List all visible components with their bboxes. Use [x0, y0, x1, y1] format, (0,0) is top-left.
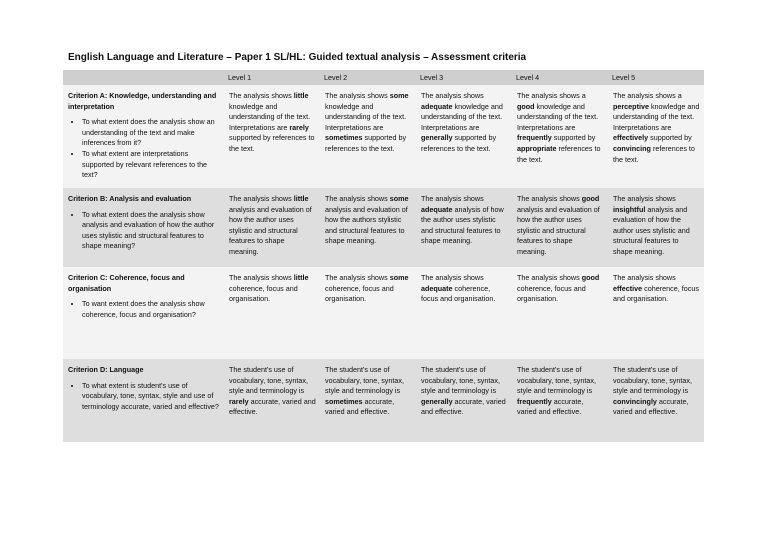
- criterion-a-level-2: The analysis shows some knowledge and understanding of the text. Interpretations are sometimes supported by references to the text.: [320, 85, 416, 188]
- criterion-c-row: [63, 267, 704, 359]
- criterion-d-level-2: The student's use of vocabulary, tone, syntax, style and terminology is sometimes accurate, varied and effective.: [320, 359, 416, 442]
- criterion-d-title: Criterion D: Language: [68, 365, 144, 374]
- header-cell-level-2: Level 2: [320, 70, 416, 85]
- header-cell-criterion: [63, 70, 224, 85]
- header-cell-level-3: Level 3: [416, 70, 512, 85]
- criterion-a-questions: [68, 117, 220, 181]
- criterion-d-level-1: The student's use of vocabulary, tone, syntax, style and terminology is rarely accurate, varied and effective.: [224, 359, 320, 442]
- criterion-d-level-4: The student's use of vocabulary, tone, syntax, style and terminology is frequently accurate, varied and effective.: [512, 359, 608, 442]
- header-cell-level-1: Level 1: [224, 70, 320, 85]
- criterion-b-level-1: The analysis shows little analysis and evaluation of how the author uses stylistic and structural features to shape meaning.: [224, 188, 320, 267]
- criterion-d-level-3: The student's use of vocabulary, tone, syntax, style and terminology is generally accurate, varied and effective.: [416, 359, 512, 442]
- criterion-c-title: Criterion C: Coherence, focus and organisation: [68, 273, 185, 293]
- criterion-c-questions: [68, 299, 220, 320]
- question-item: • To what extent are interpretations supported by relevant references to the text?: [82, 149, 220, 181]
- criterion-c-level-4: The analysis shows good coherence, focus and organisation.: [512, 267, 608, 359]
- criterion-b-level-2: The analysis shows some analysis and evaluation of how the authors stylistic and structural features to shape meaning.: [320, 188, 416, 267]
- header-cell-level-4: Level 4: [512, 70, 608, 85]
- criterion-d-row: [63, 359, 704, 442]
- criterion-a-level-1: The analysis shows little knowledge and understanding of the text. Interpretations are rarely supported by references to the text.: [224, 85, 320, 188]
- criterion-b-title: Criterion B: Analysis and evaluation: [68, 194, 192, 203]
- document-title: English Language and Literature – Paper 1 SL/HL: Guided textual analysis – Assessment criteria: [68, 52, 527, 63]
- criterion-d-level-5: The student's use of vocabulary, tone, syntax, style and terminology is convincingly accurate, varied and effective.: [608, 359, 704, 442]
- question-item: • To want extent does the analysis show coherence, focus and organisation?: [82, 299, 220, 320]
- criterion-b-cell: [63, 188, 224, 267]
- criterion-b-level-4: The analysis shows good analysis and evaluation of how the author uses stylistic and structural features to shape meaning.: [512, 188, 608, 267]
- criterion-d-cell: [63, 359, 224, 442]
- criterion-b-row: [63, 188, 704, 267]
- criterion-a-title: Criterion A: Knowledge, understanding and interpretation: [68, 91, 217, 111]
- criterion-a-level-5: The analysis shows a perceptive knowledge and understanding of the text. Interpretations are effectively supported by convincing references to the text.: [608, 85, 704, 188]
- criterion-b-level-5: The analysis shows insightful analysis and evaluation of how the author uses stylistic and structural features to shape meaning.: [608, 188, 704, 267]
- criterion-c-level-5: The analysis shows effective coherence, focus and organisation.: [608, 267, 704, 359]
- criterion-b-level-3: The analysis shows adequate analysis of how the author uses stylistic and structural features to shape meaning.: [416, 188, 512, 267]
- assessment-criteria-table: [63, 70, 704, 442]
- criterion-a-row: [63, 85, 704, 188]
- criterion-a-level-3: The analysis shows adequate knowledge and understanding of the text. Interpretations are generally supported by references to the text.: [416, 85, 512, 188]
- question-item: • To what extent is student's use of vocabulary, tone, syntax, style and use of terminology accurate, varied and effective?: [82, 381, 220, 413]
- header-row: [63, 70, 704, 85]
- criterion-d-questions: [68, 381, 220, 413]
- criterion-a-level-4: The analysis shows a good knowledge and understanding of the text. Interpretations are frequently supported by appropriate references to the text.: [512, 85, 608, 188]
- criterion-c-level-3: The analysis shows adequate coherence, focus and organisation.: [416, 267, 512, 359]
- criterion-c-cell: [63, 267, 224, 359]
- question-item: • To what extent does the analysis show analysis and evaluation of how the author uses stylistic and structural features to shape meaning?: [82, 210, 220, 252]
- question-item: • To what extent does the analysis show an understanding of the text and make inferences from it?: [82, 117, 220, 149]
- header-cell-level-5: Level 5: [608, 70, 704, 85]
- criterion-c-level-1: The analysis shows little coherence, focus and organisation.: [224, 267, 320, 359]
- criterion-b-questions: [68, 210, 220, 252]
- criterion-a-cell: [63, 85, 224, 188]
- criterion-c-level-2: The analysis shows some coherence, focus and organisation.: [320, 267, 416, 359]
